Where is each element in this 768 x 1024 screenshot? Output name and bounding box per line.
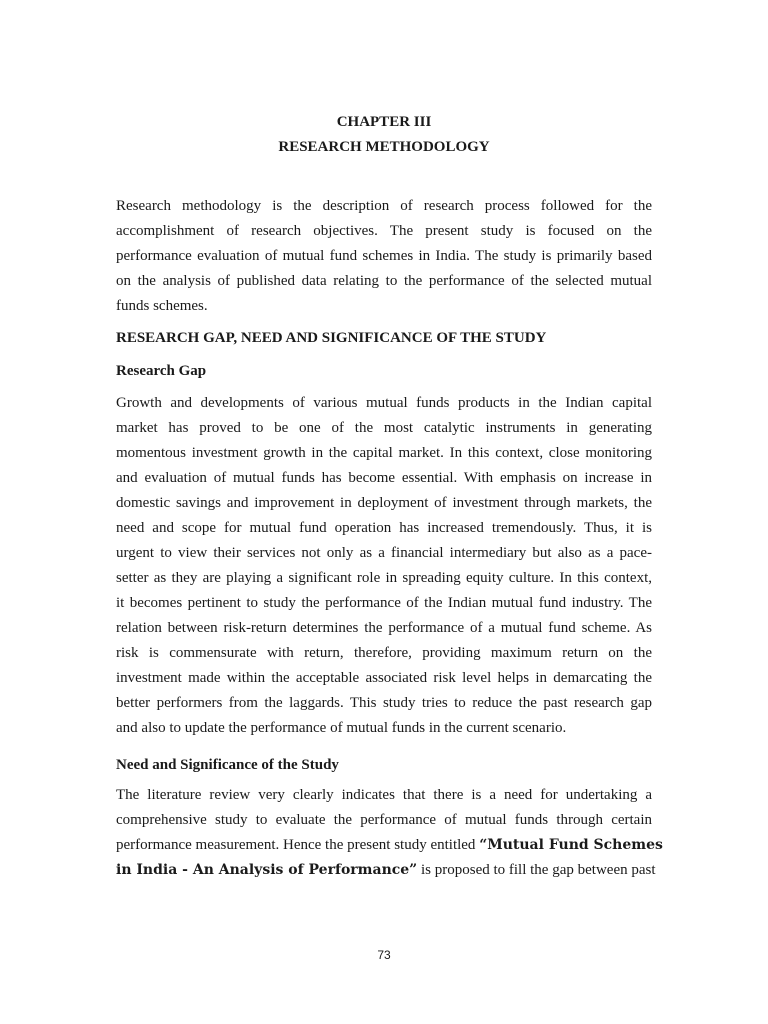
paragraph-line: Research methodology is the description of research process followed for the xyxy=(116,198,652,214)
research-gap-heading: Research Gap xyxy=(116,363,207,379)
paragraph-line: accomplishment of research objectives. The present study is focused on the xyxy=(116,223,652,239)
paragraph-line: funds schemes. xyxy=(116,298,208,314)
paragraph-line: investment made within the acceptable associated risk level helps in demarcating the xyxy=(116,670,652,686)
paragraph-line: and evaluation of mutual funds has become essential. With emphasis on increase in xyxy=(116,470,652,486)
page-number: 73 xyxy=(377,948,391,962)
paragraph-line: urgent to view their services not only as a financial intermediary but also as a pace- xyxy=(116,545,652,561)
research-gap-paragraph xyxy=(116,391,652,741)
paragraph-line: relation between risk-return determines the performance of a mutual fund scheme. As xyxy=(116,620,652,636)
paragraph-line xyxy=(116,858,656,883)
study-title-part: in India - An Analysis of Performance” xyxy=(116,862,418,878)
paragraph-line: market has proved to be one of the most catalytic instruments in generating xyxy=(116,420,652,436)
paragraph-line: Growth and developments of various mutual funds products in the Indian capital xyxy=(116,395,652,411)
intro-paragraph xyxy=(116,194,652,319)
paragraph-line xyxy=(116,833,663,858)
need-significance-paragraph xyxy=(116,783,663,883)
paragraph-line: it becomes pertinent to study the performance of the Indian mutual fund industry. The xyxy=(116,595,652,611)
paragraph-line: domestic savings and improvement in deployment of investment through markets, the xyxy=(116,495,652,511)
paragraph-line: on the analysis of published data relating to the performance of the selected mutual xyxy=(116,273,652,289)
paragraph-line: better performers from the laggards. This study tries to reduce the past research gap xyxy=(116,695,652,711)
paragraph-line: comprehensive study to evaluate the performance of mutual funds through certain xyxy=(116,812,652,828)
paragraph-line: risk is commensurate with return, therefore, providing maximum return on the xyxy=(116,645,652,661)
study-title-part: “Mutual Fund Schemes xyxy=(479,837,663,853)
paragraph-line: The literature review very clearly indicates that there is a need for undertaking a xyxy=(116,787,652,803)
need-significance-heading: Need and Significance of the Study xyxy=(116,757,339,773)
paragraph-line: setter as they are playing a significant role in spreading equity culture. In this context, xyxy=(116,570,652,586)
chapter-number: CHAPTER III xyxy=(336,114,432,130)
paragraph-line: performance evaluation of mutual fund schemes in India. The study is primarily based xyxy=(116,248,652,264)
chapter-title: RESEARCH METHODOLOGY xyxy=(278,139,490,155)
paragraph-line: momentous investment growth in the capital market. In this context, close monitoring xyxy=(116,445,652,461)
section-heading: RESEARCH GAP, NEED AND SIGNIFICANCE OF THE STUDY xyxy=(116,330,547,346)
paragraph-line: need and scope for mutual fund operation has increased tremendously. Thus, it is xyxy=(116,520,652,536)
paragraph-text: performance measurement. Hence the present study entitled xyxy=(116,837,480,853)
paragraph-text: is proposed to fill the gap between past xyxy=(417,862,656,878)
paragraph-line: and also to update the performance of mutual funds in the current scenario. xyxy=(116,720,567,736)
